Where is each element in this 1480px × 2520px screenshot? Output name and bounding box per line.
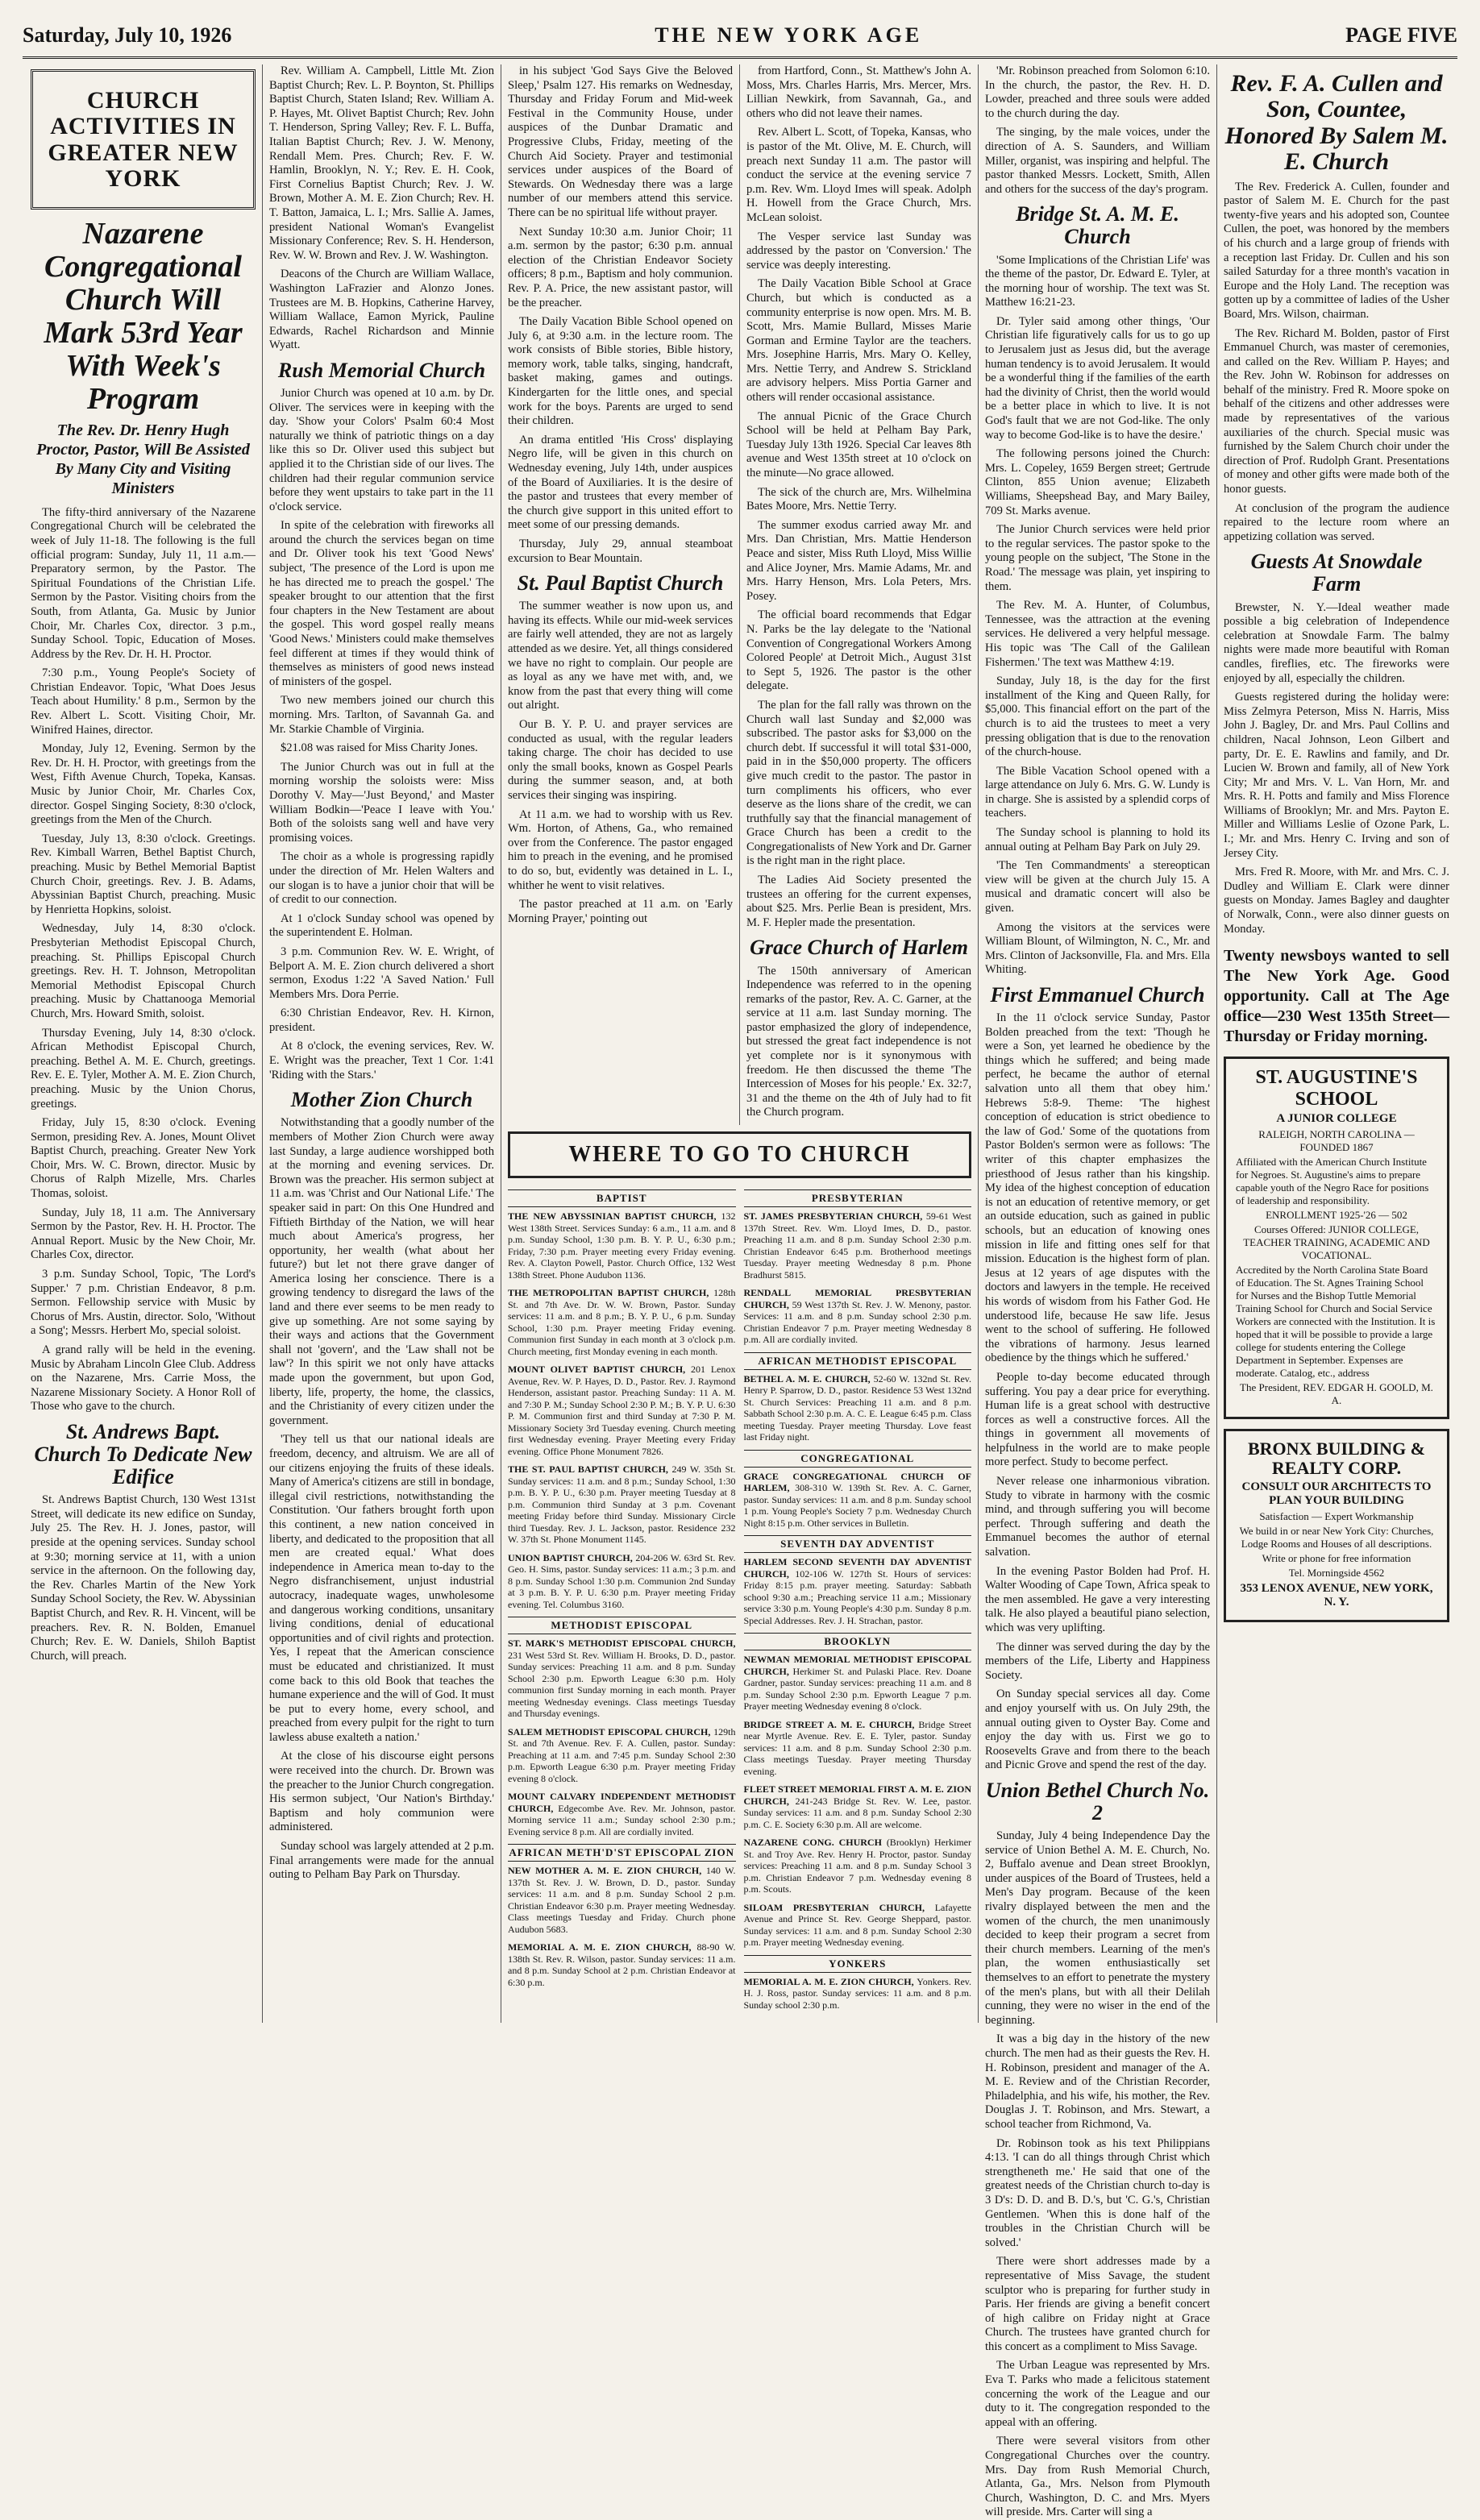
church-details: 249 W. 35th St. Sunday services: 11 a.m. and 8 p.m.; Sunday School, 1:30 p.m. B. Y. P. U., 6:30 p.m. Prayer meeting Tuesday at 8 p.m. Communion third Sunday at 3 p.m. Covenant meeting Friday before third Sunday. Missionary Circle third Tuesday. Rev. J. L. Jackson, pastor. Residence 232 W. 37th St. Phone Monument 1145. [508, 1463, 736, 1546]
masthead-paper-name: THE NEW YORK AGE [655, 23, 923, 47]
article-paragraph: St. Andrews Baptist Church, 130 West 131st Street, will dedicate its new edifice on Sunday, July 25. The Rev. H. J. Jones, pastor, will preside at the opening services. Sunday school at 9:30; morning service at 11, with a union service in the afternoon. On the following day, the Rev. Charles Martin of the New York Sunday School Society, the Rev. W. Abyssinian Baptist Church, and Rev. R. H. Vincent, will be preachers. Rev. R. N. Bolden, Emanuel Church; Rev. E. W. Daniels, Shiloh Baptist Church, will preach. [31, 1493, 256, 1663]
column-3-4-spread [501, 64, 979, 2023]
article-paragraph: Sunday, July 18, 11 a.m. The Anniversary Sermon by the Pastor, Rev. H. H. Proctor. The Annual Report. Music by the New Choir, Mr. Charles Cox, director. [31, 1206, 256, 1262]
article-paragraph: In the evening Pastor Bolden had Prof. H. Walter Wooding of Cape Town, Africa speak to the men assembled. He gave a very interesting talk. He also played a beautiful piano selection, which was very uplifting. [985, 1564, 1210, 1635]
ad-phone: Tel. Morningside 4562 [1288, 1567, 1385, 1580]
column-2 [263, 64, 501, 2023]
church-details: (Brooklyn) Herkimer St. and Troy Ave. Rev. Henry H. Proctor, pastor. Sunday services: Preaching 11 a.m. and 8 p.m. Sunday School 3 p.m. Christian Endeavor 7 p.m. Wednesday evening 8 p.m. Scouts. [743, 1837, 971, 1895]
church-listing [508, 1791, 736, 1837]
article-paragraph: In the 11 o'clock service Sunday, Pastor Bolden preached from the text: 'Though he were a Son, yet learned he obedience by the things which he suffered; and being made perfect, he became the author of eternal salvation unto all them that obey him.' Hebrews 5:8-9. Theme: 'The highest conception of education is strict obedience to the law of God.' Some of the quotations from Pastor Bolden's sermon were as follows: 'The writer of this chapter emphasizes the priesthood of Jesus rather than his kingship. My idea of the highest conception of education is not an education of retentive memory, or get an outside education, such as gained in public schools, but an education of knowing ones mission in life and fitting ones self for that mission. Education is the highest form of plan. Jesus at 12 years of age disputes with the doctors and lawyers in the temple. He received his words of wisdom from his Father God. He understood life, because He saw life. Jesus went to the school of suffering. He followed the vibrations of harmony. Jesus learned obedience by the things which he suffered.' [985, 1011, 1210, 1365]
article-paragraph: 3 p.m. Sunday School, Topic, 'The Lord's Supper.' 7 p.m. Christian Endeavor, 8 p.m. Sermon. Fellowship service with Music by Chorus of Mrs. Austin, director. Solo, 'Without a Song'; Messrs. Herbert Mo, special soloist. [31, 1268, 256, 1338]
church-name: NEWMAN MEMORIAL METHODIST EPISCOPAL CHURCH, [743, 1654, 971, 1677]
ad-line: Accredited by the North Carolina State Board of Education. The St. Agnes Training School for Nurses and the Bishop Tuttle Memorial Training School for Church and Social Service Workers are connected with the Institution. It is hoped that it will be possible to provide a large college for students entering the College Department in September. Expenses are moderate. Catalog, etc., address [1236, 1264, 1436, 1379]
article-paragraph: The sick of the church are, Mrs. Wilhelmina Bates Moore, Mrs. Nettie Terry. [746, 485, 971, 513]
article-paragraph: in his subject 'God Says Give the Beloved Sleep,' Psalm 127. His remarks on Wednesday, Thursday and Friday Forum and Mid-week Festival in the Community House, under auspices of the Dunbar Dramatic and Progressive Clubs, Friday, meeting of the Church Aid Society. Prayer and testimonial services under auspices of the Board of Stewards. On Wednesday there was a large number of our members attend this service. There can be no spiritual life without prayer. [508, 64, 733, 219]
church-name: THE METROPOLITAN BAPTIST CHURCH, [508, 1287, 714, 1299]
church-name: HARLEM SECOND SEVENTH DAY ADVENTIST CHURCH, [743, 1556, 971, 1580]
church-name: THE NEW ABYSSINIAN BAPTIST CHURCH, [508, 1210, 721, 1223]
church-details: Edgecombe Ave. Rev. Mr. Johnson, pastor. Morning service 11 a.m.; Sunday school 2:30 p.m.; Evening service 8 p.m. All are cordially invited. [508, 1802, 736, 1837]
article-paragraph: Among the visitors at the services were William Blount, of Wilmington, N. C., Mr. and Mrs. Clinton of Jacksonville, Fla. and Mrs. Ella Whiting. [985, 920, 1210, 977]
church-listing [744, 1976, 972, 2011]
article-paragraph: Monday, July 12, Evening. Sermon by the Rev. Dr. H. H. Proctor, with greetings from the West, Fifth Avenue Church, Topeka, Kansas. Music by Junior Choir, Mr. Charles Cox, director. Gospel Singing Society, 8:30 o'clock, greetings from the Men of the Church. [31, 742, 256, 827]
denomination-header: PRESBYTERIAN [744, 1189, 972, 1207]
church-listing [744, 1373, 972, 1443]
ad-line: We build in or near New York City: Churches, Lodge Rooms and Houses of all descriptions. [1239, 1525, 1434, 1551]
article-paragraph: Wednesday, July 14, 8:30 o'clock. Presbyterian Methodist Episcopal Church, preaching. St. Phillips Episcopal Church greetings. Rev. H. T. Johnson, Metropolitan Memorial Methodist Episcopal Church preaching. Music by Chattanooga Memorial Church, Mrs. Howard Smith, soloist. [31, 922, 256, 1020]
church-listing [744, 1210, 972, 1281]
column-6 [1217, 64, 1456, 2023]
article-paragraph: There were short addresses made by a representative of Miss Savage, the student sculptor who is preparing for further study in Paris. Her friends are giving a benefit concert of high calibre on Friday night at Grace Church. The trustees have granted church for this concert as a compliment to Miss Savage. [985, 2255, 1210, 2353]
section-title-box [31, 69, 256, 210]
ad-title: BRONX BUILDING & REALTY CORP. [1247, 1439, 1426, 1479]
article-paragraph: The Daily Vacation Bible School opened on July 6, at 9:30 a.m. in the lecture room. The work consists of Bible stories, Bible history, memory work, table talks, singing, handcraft, basket making, games and outings. Kindergarten for the little ones, and special work for the boys. Parents are urged to send their children. [508, 315, 733, 428]
column-1 [24, 64, 263, 2023]
church-name: RENDALL MEMORIAL PRESBYTERIAN CHURCH, [743, 1287, 971, 1310]
article-paragraph: Notwithstanding that a goodly number of the members of Mother Zion Church were away last Sunday, a large audience worshipped both at the morning and evening services. Dr. Brown was the preacher. His sermon subject at 11 a.m. was 'Christ and Our National Life.' The speaker said in part: On this One Hundred and Fiftieth Birthday of the Nation, we will hear much about America's progress, her opportunity, her wealth (what about her future?) but let not there grave danger of America losing her conscience. There is a growing tendency to disregard the laws of the land and there ever seems to be men ready to give up something. Are not some saying by their ways and actions that the Government shall not 'govern', and the 'Law shall not be law'? In this spirit we not only have attacks made upon the government, but upon God, liberty, life, property, the home, the classics, and the Christianity of every citizen under the government. [269, 1116, 494, 1427]
church-details: 140 W. 137th St. Rev. J. W. Brown, D. D., pastor. Sunday services: 11 a.m. and 8 p.m. Sunday School 2 p.m. Christian Endeavor 6:30 p.m. Prayer meeting Wednesday. Class meetings Tuesday and Friday. Church phone Audubon 5683. [508, 1865, 736, 1935]
headline-snowdale: Guests At Snowdale Farm [1250, 550, 1423, 596]
church-listing [508, 1552, 736, 1611]
church-listing [508, 1638, 736, 1720]
article-paragraph: 'The Ten Commandments' a stereoptican view will be given at the church July 15. A musical and dramatic concert will also be given. [985, 859, 1210, 915]
article-paragraph: Rev. William A. Campbell, Little Mt. Zion Baptist Church; Rev. L. P. Boynton, St. Phillips Baptist Church, Staten Island; Rev. William A. P. Hayes, Mt. Olivet Baptist Church; Rev. John T. Henderson, Spring Valley; Rev. F. L. Buffa, Italian Baptist Church; Rev. J. W. Menony, Rendall Mem. Pres. Church; Rev. F. W. Hamlin, Brooklyn, N. Y.; Rev. E. H. Cook, First Cornelius Baptist Church; Rev. J. W. Brown, Mother A. M. E. Zion Church; Rev. H. T. Batton, Jamaica, L. I.; Mrs. Sallie A. James, president National Woman's Evangelist Missionary Conference; Rev. S. H. Henderson, Rev. W. W. Brown and Rev. J. W. Washington. [269, 64, 494, 262]
article-paragraph: The plan for the fall rally was thrown on the Church wall last Sunday and $2,000 was subscribed. The pastor asks for $3,000 on the church debt. If successful it will total $31-000, paid in in the $50,000 property. The officers give much credit to the pastor. The pastor in turn compliments his officers, who ever deserve as the lions share of the credit, we can truthfully say that the financial management of Grace Church has been a credit to the Congregationalists of New York and Dr. Garner is the right man in the right place. [746, 698, 971, 868]
church-name: SILOAM PRESBYTERIAN CHURCH, [743, 1901, 935, 1913]
headline-rush-memorial: Rush Memorial Church [277, 358, 486, 382]
church-name: NEW MOTHER A. M. E. ZION CHURCH, [508, 1865, 706, 1877]
church-details: 59 West 137th St. Rev. J. W. Menony, pastor. Services: 11 a.m. and 8 p.m. Sunday school 2:30 p.m. Christian Endeavor 7 p.m. Prayer meeting Wednesday 8 p.m. All are cordially invited. [743, 1298, 971, 1346]
ad-line: CONSULT OUR ARCHITECTS TO PLAN YOUR BUILDING [1241, 1480, 1432, 1508]
church-details: Herkimer St. and Pulaski Place. Rev. Doane Gardner, pastor. Sunday services: preaching 11 a.m. and 8 p.m. Sunday School 2:30 p.m. Epworth League 7 p.m. Prayer meeting Wednesday evening 8 o'clock. [743, 1665, 971, 1713]
ad-title: ST. AUGUSTINE'S SCHOOL [1255, 1067, 1418, 1110]
article-paragraph: The singing, by the male voices, under the direction of A. S. Saunders, and William Miller, organist, was inspiring and helpful. The pastor thanked Messrs. Lockett, Smith, Allen and others for the success of the day's program. [985, 126, 1210, 196]
article-paragraph: On Sunday special services all day. Come and enjoy yourself with us. On July 29th, the annual outing given to Oyster Bay. Come and enjoy the day with us. First we go to Roosevelts Grave and from there to the beach and Picnic Grove and spend the rest of the day. [985, 1688, 1210, 1772]
article-paragraph: 'Mr. Robinson preached from Solomon 6:10. In the church, the pastor, the Rev. H. D. Lowder, preached and three souls were added to the church during the day. [985, 64, 1210, 120]
ad-address: 353 LENOX AVENUE, NEW YORK, N. Y. [1240, 1582, 1433, 1609]
church-details: 231 West 53rd St. Rev. William H. Brooks, D. D., pastor. Sunday services: Preaching 11 a.m. and 8 p.m. Sunday School 2:30 p.m. Epworth League 6:30 p.m. Holy communion first Sunday morning in each month. Prayer meeting Wednesday evenings. Class meetings Tuesday and Thursday evenings. [508, 1649, 736, 1720]
column-3 [508, 64, 740, 1125]
church-name: ST. MARK'S METHODIST EPISCOPAL CHURCH, [508, 1638, 736, 1650]
article-paragraph: Our B. Y. P. U. and prayer services are conducted as usual, with the regular leaders taking charge. The choir has decided to use only the small books, known as Gospel Pearls during the summer season, and, at both services their singing was inspiring. [508, 718, 733, 802]
column-4 [740, 64, 971, 1125]
article-paragraph: Dr. Robinson took as his text Philippians 4:13. 'I can do all things through Christ which strengtheneth me.' He said that one of the greatest needs of the Christian church to-day is 3 D's: D. D. and B. D.'s, but 'C. G.'s, Christian Gentlemen. 'When this is done half of the troubles in the Christian Church will be solved.' [985, 2136, 1210, 2249]
church-listing [744, 1556, 972, 1626]
article-paragraph: In spite of the celebration with fireworks all around the church the services began on time and Dr. Oliver took his text 'Good News' subject, 'The presence of the Lord is upon me he has directed me to preach the gospel.' The speaker brought to our attention that the first four chapters in the New Testament are about the gospel. This word gospel really means 'Good News.' Ministers could make themselves feel different at times if they would think of themselves as ministers of good news instead of ministers of the gospel. [269, 519, 494, 688]
article-paragraph: 3 p.m. Communion Rev. W. E. Wright, of Belport A. M. E. Zion church delivered a short sermon, Exodus 1:22 'A Saved Nation.' Full Members Mrs. Dora Perrie. [269, 944, 494, 1001]
church-details: 52-60 W. 132nd St. Rev. Henry P. Sparrow, D. D., pastor. Residence 53 West 132nd St. Church Services: Preaching 11 a.m. and 8 p.m. Sabbath School 2:30 p.m. A. C. E. League 6:45 p.m. Class meeting Tuesday. Prayer meeting Thursday. Love feast last Friday night. [743, 1372, 971, 1443]
church-listing [508, 1364, 736, 1457]
article-paragraph: The annual Picnic of the Grace Church School will be held at Pelham Bay Park, Tuesday July 13th 1926. Special Car leaves 8th avenue and West 135th street at 10 o'clock on the minute—No grace allowed. [746, 409, 971, 480]
church-details: 204-206 W. 63rd St. Rev. Geo. H. Sims, pastor. Sunday services: 11 a.m.; 3 p.m. and 8 p.m. Sunday School 1:30 p.m. Communion 2nd Sunday at 3 p.m. B. Y. P. U. 6:30 p.m. Prayer meeting Friday evening. Tel. Columbus 3160. [508, 1551, 736, 1610]
article-paragraph: Thursday, July 29, annual steamboat excursion to Bear Mountain. [508, 538, 733, 565]
article-paragraph: At the close of his discourse eight persons were received into the church. Dr. Brown was the preacher to the Junior Church congregation. His sermon subject, 'Our Nation's Birthday.' Baptism and holy communion were administered. [269, 1750, 494, 1834]
newsboys-wanted-notice: Twenty newsboys wanted to sell The New York Age. Good opportunity. Call at The Age office—230 West 135th Street—Thursday or Friday morning. [1224, 947, 1449, 1046]
article-paragraph: from Hartford, Conn., St. Matthew's John A. Moss, Mrs. Charles Harris, Mrs. Mercer, Mrs. Lillian Newkirk, from Savannah, Ga., and others who did not leave their names. [746, 64, 971, 120]
ad-line: Courses Offered: JUNIOR COLLEGE, TEACHER TRAINING, ACADEMIC AND VOCATIONAL. [1243, 1223, 1430, 1261]
church-name: UNION BAPTIST CHURCH, [508, 1551, 636, 1563]
article-paragraph: Brewster, N. Y.—Ideal weather made possible a big celebration of Independence celebration at Snowdale Farm. The balmy nights were made more beautiful with Roman candles, fireflies, etc. The fireworks were enjoyed by all, especially the children. [1224, 600, 1449, 685]
article-paragraph: The Junior Church was out in full at the morning worship the soloists were: Miss Dorothy V. May—'Just Beyond,' and Master William Bodkin—'Peace I leave with You.' Both of the soloists sang well and have very promising voices. [269, 760, 494, 845]
ad-line: Affiliated with the American Church Institute for Negroes. St. Augustine's aims to prepare capable youth of the Negro Race for positions of leadership and responsibility. [1236, 1156, 1429, 1206]
ad-line: The President, REV. EDGAR H. GOOLD, M. A. [1240, 1381, 1433, 1406]
church-details: 59-61 West 137th Street. Rev. Wm. Lloyd Imes, D. D., pastor. Preaching 11 a.m. and 8 p.m. Sunday School 2:30 p.m. Christian Endeavor 6:45 p.m. Brotherhood meetings Tuesday. Prayer meeting Wednesday 8 p.m. Phone Bradhurst 5815. [743, 1210, 971, 1281]
where-to-go-title: WHERE TO GO TO CHURCH [508, 1131, 971, 1178]
article-paragraph: Sunday school was largely attended at 2 p.m. Final arrangements were made for the annual outing to Pelham Bay Park on Thursday. [269, 1840, 494, 1882]
article-paragraph: At conclusion of the program the audience repaired to the lecture room where an appetizing collation was served. [1224, 501, 1449, 543]
ad-line: Write or phone for free information [1262, 1552, 1411, 1565]
article-paragraph: It was a big day in the history of the new church. The men had as their guests the Rev. H. H. Robinson, president and manager of the A. M. E. Review and of the Christian Recorder, Philadelphia, and his wife, his mother, the Rev. Douglas J. T. Robinson, and Mrs. Stewart, a school teacher from Richmond, Va. [985, 2032, 1210, 2131]
masthead-date: Saturday, July 10, 1926 [23, 23, 232, 47]
column-5 [979, 64, 1217, 2519]
article-paragraph: The choir as a whole is progressing rapidly under the direction of Mr. Helen Walters and our slogan is to have a junior choir that will be of credit to our connection. [269, 850, 494, 907]
church-listing [744, 1287, 972, 1346]
church-listing [744, 1837, 972, 1895]
article-paragraph: Thursday Evening, July 14, 8:30 o'clock. African Methodist Episcopal Church, preaching. Bethel A. M. E. Church, greetings. Rev. E. E. Tyler, Mother A. M. E. Zion Church, preaching. Music by the Union Chorus, greetings. [31, 1026, 256, 1111]
article-paragraph: The summer exodus carried away Mr. and Mrs. Dan Christian, Mrs. Mattie Henderson Peace and sister, Miss Ruth Lloyd, Miss Willie and Alice Joyner, Mrs. Mamie Adams, Mr. and Mrs. Harry Henson, Mrs. Lola Peters, Mrs. Posey. [746, 518, 971, 603]
church-listing [744, 1719, 972, 1778]
headline-nazarene: Nazarene Congregational Church Will Mark 53rd Year With Week's Program [44, 216, 243, 416]
where-to-go-directory [508, 1185, 971, 2017]
article-paragraph: Sunday, July 4 being Independence Day the service of Union Bethel A. M. E. Church, No. 2, Buffalo avenue and Dean street Brooklyn, under auspices of the Board of Trustees, held a Men's Day program. Because of the keen rivalry displayed between the men and the women of the church, the men unanimously decided to keep their program a secret from their church members. Learning of the men's plan, the women enthusiastically set themselves to an effort to penetrate the mystery of the men's plans, but with all their Delilah cunning, they were no wiser in the end of the beginning. [985, 1829, 1210, 2027]
ad-bronx-building [1224, 1429, 1449, 1622]
headline-mother-zion: Mother Zion Church [290, 1088, 473, 1112]
headline-st-andrews: St. Andrews Bapt. Church To Dedicate New Edifice [34, 1419, 252, 1489]
church-details: 201 Lenox Avenue, Rev. W. P. Hayes, D. D., Pastor. Rev. J. Raymond Henderson, assistant pastor. Preaching Sunday: 11 A. M. and 7:30 P. M.; Sunday School 2:30 P. M.; B. Y. P. U. 6:30 P. M. Communion first and third Sunday at 7:30 P. M. Missionary Society 3rd Tuesday evening. Church meeting first Wednesday evening. Prayer Meeting every Friday evening. Office Phone Monument 7826. [508, 1364, 736, 1457]
article-paragraph: Junior Church was opened at 10 a.m. by Dr. Oliver. The services were in keeping with the day. 'Show your Colors' Psalm 60:4 Most naturally we think of patriotic things on a day like this so Dr. Oliver used this subject but applied it to the Christian side of our lives. The children had their regular communion service before they went upstairs to take part in the 11 o'clock service. [269, 386, 494, 513]
article-paragraph: The pastor preached at 11 a.m. on 'Early Morning Prayer,' pointing out [508, 898, 733, 925]
headline-bridge-st: Bridge St. A. M. E. Church [1016, 202, 1179, 249]
article-paragraph: The Bible Vacation School opened with a large attendance on July 6. Mrs. G. W. Lundy is in charge. She is assisted by a splendid corps of teachers. [985, 764, 1210, 820]
article-paragraph: 6:30 Christian Endeavor, Rev. H. Kirnon, president. [269, 1007, 494, 1034]
article-paragraph: The summer weather is now upon us, and having its effects. While our mid-week services are fairly well attended, they are not as largely attended as we desire. Yet, all things considered we have no right to complain. Our people are as loyal as any we have met with, and, we know from the past that every thing will come out alright. [508, 600, 733, 712]
article-paragraph: Two new members joined our church this morning. Mrs. Tarlton, of Savannah Ga. and Mr. Starkie Chamble of Virginia. [269, 694, 494, 736]
masthead [23, 15, 1457, 59]
article-paragraph: The following persons joined the Church: Mrs. L. Copeley, 1659 Bergen street; Gertrude Clinton, 855 Union avenue; Elizabeth Williams, Sheepshead Bay, and Mary Bailey, 709 St. Marks avenue. [985, 447, 1210, 517]
church-name: GRACE CONGREGATIONAL CHURCH OF HARLEM, [743, 1470, 971, 1494]
article-paragraph: 'They tell us that our national ideals are freedom, decency, and altruism. We are all of our citizens enjoying the fruits of these ideals. Many of America's citizens are still in bondage, illegal civil restrictions, notwithstanding the Constitution. 'Our fathers brought forth upon this continent, a new nation conceived in liberty, and dedicated to the proposition that all men are created equal.' What does independence in America mean to-day to the Negro disfranchisement, unjust industrial autocracy, inadequate wages, unwholesome and dangerous working conditions, unsanitary living conditions, denial of educational opportunities and of civil rights and protection. Yes, I repeat that the American conscience must be educated and christianized. It must come back to this old Book that teaches the humane experience and the will of God. It must be put to every home, every school, and preached from every pulpit for the right to turn lawless abuse exalteth a nation.' [269, 1433, 494, 1744]
church-details: 128th St. and 7th Ave. Dr. W. W. Brown, Pastor. Sunday services: 11 a.m. and 8 p.m.; B. Y. P. U., 6 p.m. Sunday School, 1:30 p.m. Prayer meeting Friday evening. Communion first Sunday in each month at 3 o'clock p.m. Church meeting, first Monday evening in each month. [508, 1287, 736, 1357]
church-listing [508, 1463, 736, 1546]
article-paragraph: The Vesper service last Sunday was addressed by the pastor on 'Conversion.' The service was deeply interesting. [746, 230, 971, 272]
headline-cullen: Rev. F. A. Cullen and Son, Countee, Honored By Salem M. E. Church [1224, 70, 1449, 176]
church-details: Lafayette Avenue and Prince St. Rev. George Sheppard, pastor. Sunday services: 11 a.m. and 8 p.m. Sunday School 2:30 p.m. Prayer meeting Wednesday evening. [743, 1901, 971, 1949]
article-paragraph: Never release one inharmonious vibration. Study to vibrate in harmony with the cosmic mind, and through suffering you will become perfect. Through suffering and death the Emmanuel becomes the author of eternal salvation. [985, 1475, 1210, 1559]
church-name: BETHEL A. M. E. CHURCH, [743, 1372, 874, 1385]
article-paragraph: The Rev. Richard M. Bolden, pastor of First Emmanuel Church, was master of ceremonies, and called on the Rev. William P. Hayes; and the Rev. John W. Robinson for addresses on behalf of the ministry. Fred R. Moore spoke on behalf of the citizens and other addresses were made by representatives of the various auxiliaries of the church. Special music was furnished by the Salem Church choir under the direction of Prof. Rudolph Grant. Presentations of money and other gifts were made both of the honor guests. [1224, 326, 1449, 496]
section-title: CHURCH ACTIVITIES IN GREATER NEW YORK [48, 87, 239, 193]
church-details: 132 West 138th Street. Services Sunday: 6 a.m., 11 a.m. and 8 p.m. Sunday School, 1:30 p.m. B. Y. P. U., 6:30 p.m.; Friday, 7:30 p.m. Prayer meeting every Friday evening. Rev. A. Clayton Powell, Pastor. Church Office, 132 West 138th Street. Phone Audubon 1136. [508, 1210, 736, 1281]
article-paragraph: 7:30 p.m., Young People's Society of Christian Endeavor. Topic, 'What Does Jesus Teach about Humility.' 8 p.m., Sermon by the Rev. Albert L. Scott. Visiting Choir, Mr. Winifred Haines, director. [31, 666, 256, 737]
masthead-page-number: PAGE FIVE [1345, 23, 1457, 47]
church-name: FLEET STREET MEMORIAL FIRST A. M. E. ZION CHURCH, [743, 1783, 971, 1807]
ad-subtitle: A JUNIOR COLLEGE [1276, 1112, 1397, 1125]
upper-spread [508, 64, 971, 1125]
article-paragraph: Deacons of the Church are William Wallace, Washington LaFrazier and Alonzo Jones. Trustees are M. B. Hopkins, Catherine Harvey, William Wallace, Eamon Myrick, Pauline Edwards, Rachel Richardson and Minnie Wyatt. [269, 268, 494, 352]
church-details: Bridge Street near Myrtle Avenue. Rev. E. E. Tyler, pastor. Sunday services: 11 a.m. and 8 p.m. Sunday School 2:30 p.m. Class meetings Tuesday. Prayer meeting Thursday evening. [743, 1718, 971, 1777]
article-paragraph: Friday, July 15, 8:30 o'clock. Evening Sermon, presiding Rev. A. Jones, Mount Olivet Baptist Church, preaching. Greater New York Choir, Mrs. W. C. Brown, director. Music by Chorus of Ralph Mizelle, Mrs. Charles Thomas, soloist. [31, 1116, 256, 1201]
church-listing [508, 1726, 736, 1785]
denomination-header: METHODIST EPISCOPAL [508, 1617, 736, 1634]
article-paragraph: Next Sunday 10:30 a.m. Junior Choir; 11 a.m. sermon by the pastor; 6:30 p.m. annual election of the Christian Endeavor Society officers; 8 p.m., Baptism and holy communion. Rev. P. A. Price, the new assistant pastor, will be the preacher. [508, 225, 733, 309]
article-paragraph: The official board recommends that Edgar N. Parks be the lay delegate to the 'National Convention of Congregational Workers Among Colored People' at Detroit Mich., August 31st to Sept 5, 1926. The pastor is the other delegate. [746, 608, 971, 693]
article-paragraph: Sunday, July 18, is the day for the first installment of the King and Queen Rally, for $5,000. This financial effort on the part of the church is to aid the trustees to meet a very pressing obligation that is due to the renovation of the church-house. [985, 675, 1210, 759]
ad-line: RALEIGH, NORTH CAROLINA — FOUNDED 1867 [1258, 1128, 1415, 1153]
article-paragraph: The 150th anniversary of American Independence was referred to in the opening remarks of the pastor, Rev. A. C. Garner, at the service at 11 a.m. last Sunday morning. The pastor emphasized the glory of independence, but stressed the great fact independence is not yet complete nor is it synonymous with freedom. He then discussed the theme 'The Intercession of Moses for his people.' Ex. 32:7, 31 and the theme on the 4th of July had to fit the Church program. [746, 964, 971, 1119]
directory-right-column [744, 1185, 972, 2017]
church-listing [744, 1902, 972, 1949]
article-paragraph: A grand rally will be held in the evening. Music by Abraham Lincoln Glee Club. Address on the Nazarene, Mrs. Carrie Moss, the Nazarene Missionary Society. A Honor Roll of Those who gave to the church. [31, 1343, 256, 1414]
denomination-header: BROOKLYN [744, 1633, 972, 1650]
subhead-nazarene: The Rev. Dr. Henry Hugh Proctor, Pastor, Will Be Assisted By Many City and Visiting Ministers [36, 421, 250, 497]
headline-grace-church: Grace Church of Harlem [750, 936, 968, 960]
article-paragraph: Tuesday, July 13, 8:30 o'clock. Greetings. Rev. Kimball Warren, Bethel Baptist Church, preaching. Music by Bethel Memorial Baptist Church Choir, greetings. Rev. J. B. Adams, Abyssinian Baptist Church, preaching. Music by Henrietta Hopkins, soloist. [31, 832, 256, 916]
article-paragraph: The Rev. Frederick A. Cullen, founder and pastor of Salem M. E. Church for the past twenty-five years and his adopted son, Countee Cullen, the poet, was honored by the members of his church and a large group of friends with a reception last Friday. Dr. Cullen and his son sailed Saturday for a three month's vacation in Europe and the Holy Land. The reception was gotten up by a committee of ladies of the Usher Board, Mrs. Wilson, chairman. [1224, 180, 1449, 321]
church-name: MEMORIAL A. M. E. ZION CHURCH, [508, 1941, 697, 1953]
article-paragraph: 'Some Implications of the Christian Life' was the theme of the pastor, Dr. Edward E. Tyler, at the morning hour of worship. The text was St. Matthew 16:21-23. [985, 253, 1210, 309]
article-paragraph: At 11 a.m. we had to worship with us Rev. Wm. Horton, of Athens, Ga., who remained over from the Conference. The pastor engaged him to preach in the evening, and he promised to do so, but, evidently was detained in L. I., whither he went to visit relatives. [508, 807, 733, 892]
article-paragraph: People to-day become educated through suffering. You pay a dear price for everything. Human life is a great school with destructive forces as well a constructive forces. All the things in government all movements of helpfulness in the world are to make people more perfect. Study to become perfect. [985, 1370, 1210, 1469]
ad-st-augustines [1224, 1057, 1449, 1419]
article-paragraph: The Ladies Aid Society presented the trustees an offering for the current expenses, about $25. Mrs. Perlie Bean is president, Mrs. M. F. Hepler made the presentation. [746, 874, 971, 929]
columns [24, 64, 1456, 2519]
article-paragraph: Rev. Albert L. Scott, of Topeka, Kansas, who is pastor of the Mt. Olive, M. E. Church, will preach next Sunday 11 a.m. The pastor will conduct the service at the evening service 7 p.m. Rev. Wm. Lloyd Imes will speak. Adolph H. Howell from the Grace Church, Mrs. McLean soloist. [746, 126, 971, 224]
denomination-header: AFRICAN METH'D'ST EPISCOPAL ZION [508, 1844, 736, 1862]
church-name: NAZARENE CONG. CHURCH [743, 1837, 887, 1849]
church-details: 102-106 W. 127th St. Hours of services: Friday 8:15 p.m. prayer meeting. Saturday: Sabbath school 9:30 a.m.; Preaching service 11 a.m.; Missionary service 3:30 p.m. Young People's 4:30 p.m. Sunday 8 p.m. Special Addresses. Rev. J. H. Strachan, pastor. [743, 1567, 972, 1626]
ad-line: Satisfaction — Expert Workmanship [1259, 1510, 1414, 1523]
church-name: THE ST. PAUL BAPTIST CHURCH, [508, 1463, 672, 1476]
church-name: ST. JAMES PRESBYTERIAN CHURCH, [743, 1210, 926, 1223]
church-details: 241-243 Bridge St. Rev. W. Lee, pastor. Sunday services: 11 a.m. and 8 p.m. Sunday School 2:30 p.m. C. E. Society 6:30 p.m. All are welcome. [743, 1795, 971, 1830]
church-details: 129th St. and 7th Avenue. Rev. F. A. Cullen, pastor. Sunday: Preaching at 11 a.m. and 7:45 p.m. Sunday School 2:30 p.m. Epworth League 6:30 p.m. Prayer meeting Friday evening 8 o'clock. [508, 1725, 736, 1784]
directory-left-column [508, 1185, 736, 2017]
headline-st-paul: St. Paul Baptist Church [517, 571, 724, 596]
article-paragraph: The fifty-third anniversary of the Nazarene Congregational Church will be celebrated the week of July 11-18. The following is the full official program: Sunday, July 11, 11 a.m.—Preparatory sermon, by the Pastor. The Spiritual Foundations of the Christian Life. Sermon by the Pastor. Visiting choirs from the South, from Atlanta, Ga. Music by Junior Choir, Mr. Charles Cox, director. 3 p.m., Sunday School. Topic, Education of Moses. Address by the Rev. Dr. H. H. Proctor. [31, 505, 256, 661]
article-paragraph: The dinner was served during the day by the members of the Life, Liberty and Happiness Society. [985, 1640, 1210, 1682]
church-details: 88-90 W. 138th St. Rev. R. Wilson, pastor. Sunday services: 11 a.m. and 8 p.m. Sunday School at 2 p.m. Christian Endeavor at 6:30 p.m. [508, 1941, 736, 1988]
church-name: MEMORIAL A. M. E. ZION CHURCH, [743, 1975, 917, 1987]
article-paragraph: The Sunday school is planning to hold its annual outing at Pelham Bay Park on July 29. [985, 826, 1210, 853]
church-name: SALEM METHODIST EPISCOPAL CHURCH, [508, 1725, 714, 1737]
church-listing [744, 1471, 972, 1530]
article-paragraph: The Daily Vacation Bible School at Grace Church, but which is conducted as a community enterprise is now open. Mrs. M. B. Scott, Mrs. Mamie Bullard, Misses Marie Gorman and Ermine Taylor are the teachers. Mrs. Josephine Harris, Mrs. Mary O. Kelley, Mrs. Nettie Terry, and Andrew S. Strickland are advisory helpers. Miss Portia Garner and others will render occasional assistance. [746, 277, 971, 405]
article-paragraph: At 8 o'clock, the evening services, Rev. W. E. Wright was the preacher, Text 1 Cor. 1:41 'Riding with the Stars.' [269, 1040, 494, 1081]
denomination-header: CONGREGATIONAL [744, 1450, 972, 1468]
church-listing [508, 1865, 736, 1935]
church-listing [744, 1654, 972, 1713]
church-listing [508, 1287, 736, 1357]
article-paragraph: Dr. Tyler said among other things, 'Our Christian life figuratively calls for us to go up to Jerusalem just as Jesus did, but the average human tendency is to avoid Jerusalem. It would be a wonderful thing if the families of the earth had the divinity of Christ, then the world would be a better place in which to live. It is not God's fault that we are not God-like. The only way to become God-like is to have the desire.' [985, 314, 1210, 442]
article-paragraph: The Junior Church services were held prior to the regular services. The pastor spoke to the young people on the subject, 'The Stone in the Road.' The message was plain, yet inspiring to them. [985, 523, 1210, 593]
article-paragraph: The Rev. M. A. Hunter, of Columbus, Tennessee, was the attraction at the evening services. He delivered a very helpful message. His topic was 'The Call of the Galilean Fishermen.' The text was Matthew 4:19. [985, 599, 1210, 669]
article-paragraph: $21.08 was raised for Miss Charity Jones. [281, 741, 478, 755]
church-listing [508, 1210, 736, 1281]
ad-line: ENROLLMENT 1925-'26 — 502 [1266, 1209, 1407, 1221]
article-paragraph: Mrs. Fred R. Moore, with Mr. and Mrs. C. J. Dudley and William E. Clark were dinner guests on Monday. James Bagley and daughter of Norwalk, Conn., were also dinner guests on Monday. [1224, 866, 1449, 936]
church-listing [508, 1941, 736, 1988]
denomination-header: YONKERS [744, 1955, 972, 1973]
headline-union-bethel: Union Bethel Church No. 2 [985, 1778, 1210, 1825]
church-name: BRIDGE STREET A. M. E. CHURCH, [743, 1718, 919, 1730]
article-paragraph: The Urban League was represented by Mrs. Eva T. Parks who made a felicitous statement concerning the work of the League and our duty to it. The congregation responded to the appeal with an offering. [985, 2359, 1210, 2429]
article-paragraph: An drama entitled 'His Cross' displaying Negro life, will be given in this church on Wednesday evening, July 14th, under auspices of the Board of Auxiliaries. It is the desire of the pastor and trustees that every member of the church give support in this united effort to meet some of our pressing demands. [508, 433, 733, 532]
church-name: MOUNT CALVARY INDEPENDENT METHODIST CHURCH, [508, 1791, 736, 1814]
article-paragraph: At 1 o'clock Sunday school was opened by the superintendent E. Holman. [269, 911, 494, 940]
denomination-header: AFRICAN METHODIST EPISCOPAL [744, 1352, 972, 1370]
denomination-header: SEVENTH DAY ADVENTIST [744, 1535, 972, 1553]
church-listing [744, 1783, 972, 1830]
article-paragraph: Guests registered during the holiday were: Miss Zelmyra Peterson, Miss N. Harris, Miss John J. Bagley, Dr. and Mrs. Paul Collins and children, Nacal Johnson, Leon Gilbert and party, Dr. E. E. Rawlins and family, and Dr. Lucien W. Brown and family, all of New York City; Mr and Mrs. V. L. Van Horn, Mr. and Mrs. R. H. Potts and family and Miss Florence Williams of Brooklyn; Mr. and Mrs. Payton E. Miller and Williams Leslie of Ozone Park, L. I.; Mr. and Mrs. Henry C. Irving and son of Jersey City. [1224, 691, 1449, 860]
church-details: 308-310 W. 139th St. Rev. A. C. Garner, pastor. Sunday services: 11 a.m. and 8 p.m. Sunday school 1 p.m. Young People's Society 7 p.m. Wednesday Church Night 8:15 p.m. Other services in Bulletin. [743, 1482, 972, 1529]
article-paragraph: There were several visitors from other Congregational Churches over the country. Mrs. Day from Rush Memorial Church, Atlanta, Ga., Mrs. Nelson from Plymouth Church, Washington, D. C. and Mrs. Myers will preside. Mrs. Carter will sing a [985, 2435, 1210, 2519]
denomination-header: BAPTIST [508, 1189, 736, 1207]
church-details: Yonkers. Rev. H. J. Ross, pastor. Sunday services: 11 a.m. and 8 p.m. Sunday school 2:30 p.m. [743, 1975, 971, 2011]
church-name: MOUNT OLIVET BAPTIST CHURCH, [508, 1364, 692, 1376]
headline-first-emmanuel: First Emmanuel Church [990, 983, 1205, 1007]
